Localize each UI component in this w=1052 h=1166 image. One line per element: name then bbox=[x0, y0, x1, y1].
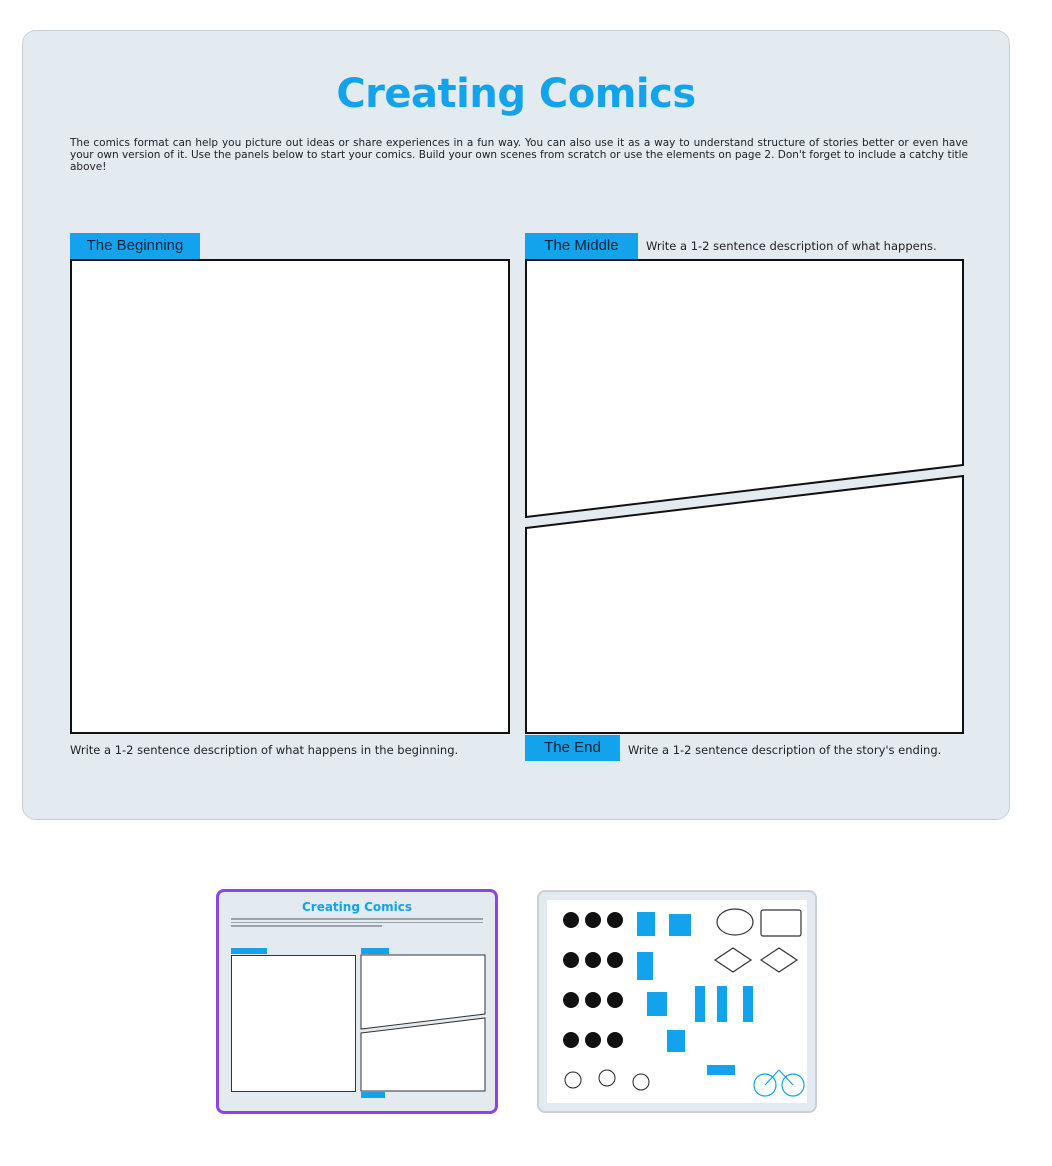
page-preview bbox=[22, 30, 1010, 820]
page-thumbnail-2[interactable] bbox=[537, 890, 817, 1113]
comic-elements-illustration bbox=[547, 900, 807, 1103]
note-end: Write a 1-2 sentence description of the story's ending. bbox=[628, 743, 942, 757]
comic-panels bbox=[23, 31, 1010, 820]
note-beginning: Write a 1-2 sentence description of what happens in the beginning. bbox=[70, 743, 459, 757]
page-thumbnail-1[interactable] bbox=[216, 889, 498, 1114]
panel-end bbox=[526, 476, 963, 733]
page-title: Creating Comics bbox=[336, 71, 696, 117]
tag-middle: The Middle bbox=[525, 233, 638, 259]
thumbnail-title: Creating Comics bbox=[301, 900, 413, 914]
intro-text: The comics format can help you picture out ideas or share experiences in a fun way. You can also use it as a way to understand structure of stories better or even have your own version of it. Use the panels below to start your comics. Build your own scenes from scratch or use the elements on page 2. Don't forget to include a catchy title above! bbox=[70, 137, 968, 173]
panel-middle bbox=[526, 260, 963, 517]
panel-beginning bbox=[71, 260, 509, 733]
thumbnail-right-panels bbox=[219, 892, 495, 1111]
note-middle: Write a 1-2 sentence description of what happens. bbox=[646, 239, 937, 253]
tag-end: The End bbox=[525, 735, 620, 761]
thumbnail-sheet bbox=[547, 900, 807, 1103]
tag-beginning: The Beginning bbox=[70, 233, 200, 259]
thumbnail-tag bbox=[361, 1092, 385, 1098]
